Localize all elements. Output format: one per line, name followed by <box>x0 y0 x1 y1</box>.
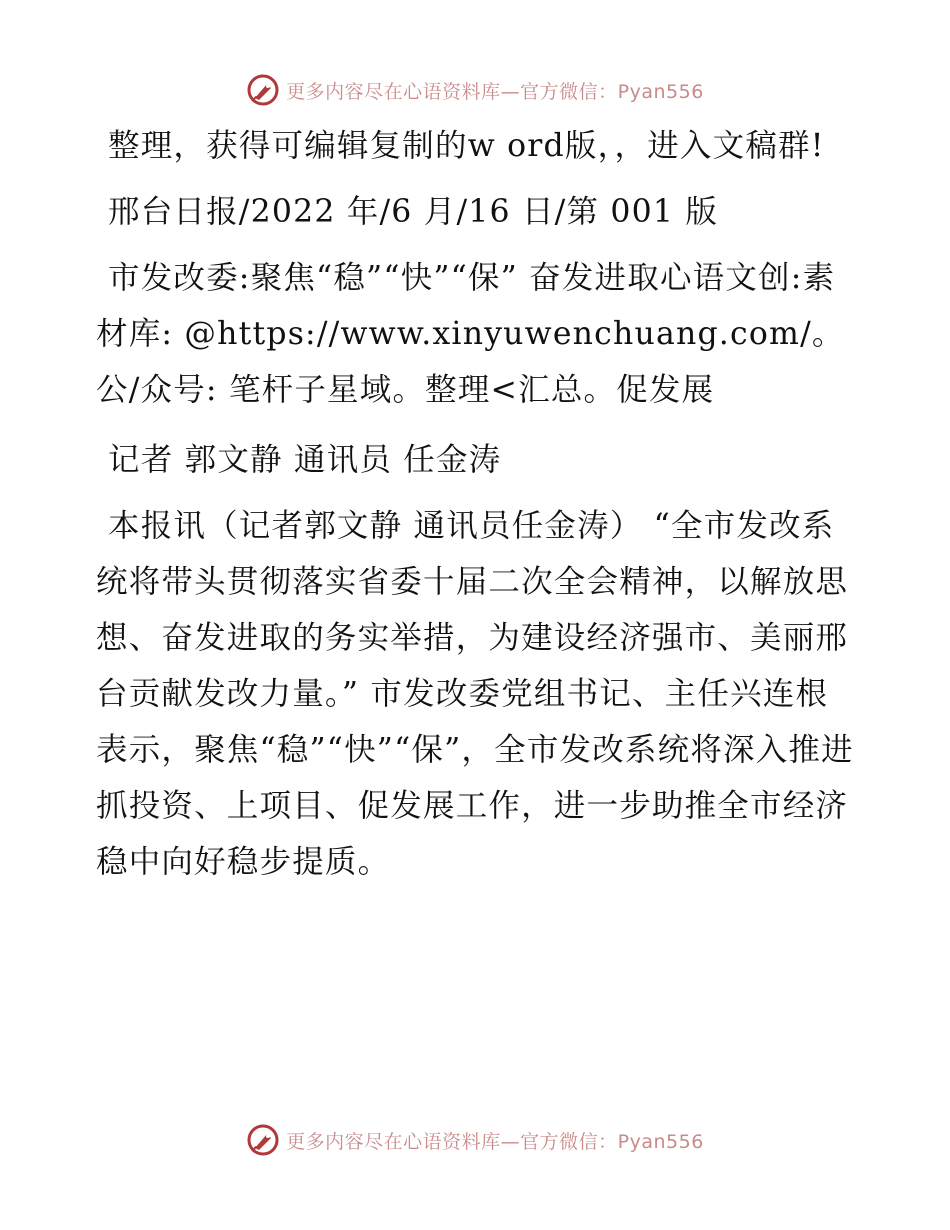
byline: 记者 郭文静 通讯员 任金涛 <box>108 442 502 478</box>
pen-nib-logo-icon <box>246 73 280 107</box>
document-body <box>96 118 856 890</box>
header-banner-text: 更多内容尽在心语资料库—官方微信：Pyan556 <box>286 80 704 103</box>
footer-banner-text: 更多内容尽在心语资料库—官方微信：Pyan556 <box>286 1130 704 1153</box>
publication-info: 邢台日报/2022 年/6 月/16 日/第 001 版 <box>108 194 719 230</box>
pen-nib-logo-icon <box>246 1123 280 1157</box>
article-body: 本报讯（记者郭文静 通讯员任金涛） “全市发改系统将带头贯彻落实省委十届二次全会精神，以解放思想、奋发进取的务实举措，为建设经济强市、美丽邢台贡献发改力量。” 市发改委党组书记、主任兴连根表示，聚焦“稳”“快”“保”，全市发改系统将深入推进抓投资、上项目、促发展工作，进一步助推全市经济稳中向好稳步提质。 <box>96 508 854 880</box>
header-banner <box>0 70 950 110</box>
intro-paragraph: 整理，获得可编辑复制的w ord版，，进入文稿群! <box>108 128 825 164</box>
footer-banner <box>0 1120 950 1160</box>
article-title: 市发改委:聚焦“稳”“快”“保” 奋发进取心语文创:素材库: @https://www.xinyuwenchuang.com/。公/众号: 笔杆子星域。整理<汇总。促发展 <box>96 260 845 408</box>
